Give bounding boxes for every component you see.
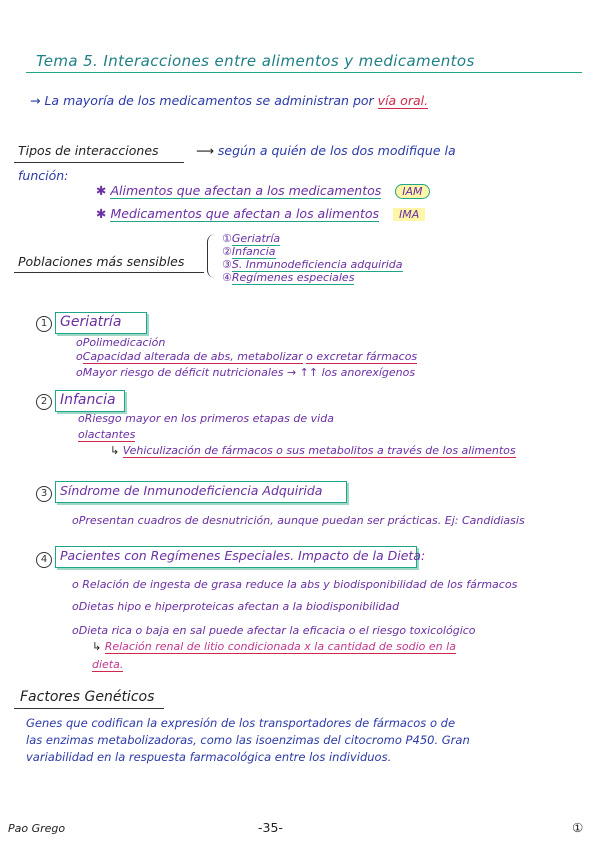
arrow-hook-icon: ↳ (92, 640, 102, 653)
arrow-hook-icon: ↳ (110, 444, 120, 457)
s1-bullet-2-text: Capacidad alterada de abs, metabolizar (82, 350, 303, 363)
poblaciones-underline (14, 272, 204, 273)
section-1-number: 1 (36, 316, 52, 332)
tag-ima: IMA (393, 208, 425, 221)
tipos-item-1 (96, 183, 430, 199)
arrow-right-icon: ⟶ (196, 143, 214, 158)
intro-arrow-icon: → (30, 93, 41, 108)
circle-2-icon: ② (222, 245, 232, 258)
circle-1-icon: ① (222, 232, 232, 245)
poblacion-4: ④Regímenes especiales (222, 271, 355, 284)
section-3-title: Síndrome de Inmunodeficiencia Adquirida (60, 483, 323, 498)
s1-bullet-1: oPolimedicación (76, 336, 166, 349)
factores-line-3: variabilidad en la respuesta farmacológica entre los individuos. (26, 750, 392, 764)
s4-arrow-text-2: dieta. (92, 658, 124, 671)
tipos-underline (14, 162, 184, 163)
footer-page-number: -35- (258, 820, 283, 835)
poblacion-3: ③S. Inmunodeficiencia adquirida (222, 258, 403, 271)
factores-title: Factores Genéticos (20, 689, 155, 705)
factores-underline (14, 708, 164, 709)
s1-bullet-2: oCapacidad alterada de abs, metabolizar o excretar fármacos (76, 350, 418, 363)
s2-arrow-text: Vehiculización de fármacos o sus metabolitos a través de los alimentos (122, 444, 516, 457)
poblaciones-list (222, 232, 403, 284)
intro-emphasis: vía oral. (377, 93, 429, 108)
s4-arrow-line (92, 640, 456, 653)
s1-bullet-1-text: Polimedicación (82, 336, 166, 349)
intro-sentence: La mayoría de los medicamentos se administran por (44, 93, 374, 108)
s4-bullet-2: oDietas hipo e hiperproteicas afectan a la biodisponibilidad (72, 600, 400, 613)
s1-bullet-3-text: Mayor riesgo de déficit nutricionales (82, 366, 284, 379)
s1-bullet-3: oMayor riesgo de déficit nutricionales → ↑↑ los anorexígenos (76, 366, 416, 379)
poblaciones-brace (207, 234, 216, 278)
factores-line-1: Genes que codifican la expresión de los transportadores de fármacos o de (26, 716, 456, 730)
section-1-title: Geriatría (60, 314, 122, 330)
tipos-item-2 (96, 206, 425, 221)
tag-iam: IAM (395, 184, 429, 199)
tipos-label: Tipos de interacciones (18, 143, 159, 158)
section-2-number: 2 (36, 394, 52, 410)
asterisk-icon: ✱ (96, 206, 107, 221)
tipos-item-1-text: Alimentos que afectan a los medicamentos (110, 183, 382, 198)
section-4-title: Pacientes con Regímenes Especiales. Impacto de la Dieta: (60, 548, 426, 563)
factores-line-2: las enzimas metabolizadoras, como las isoenzimas del citocromo P450. Gran (26, 733, 470, 747)
circle-3-icon: ③ (222, 258, 232, 271)
footer-circle-mark: ① (572, 820, 584, 835)
tipos-item-2-text: Medicamentos que afectan a los alimentos (110, 206, 380, 221)
s3-bullet-1: oPresentan cuadros de desnutrición, aunque puedan ser prácticas. Ej: Candidiasis (72, 514, 525, 527)
asterisk-icon: ✱ (96, 183, 107, 198)
intro-text (30, 93, 428, 108)
title-underline (26, 72, 582, 73)
section-3-number: 3 (36, 486, 52, 502)
poblacion-2: ②Infancia (222, 245, 276, 258)
s4-bullet-1: o Relación de ingesta de grasa reduce la abs y biodisponibilidad de los fármacos (72, 578, 518, 591)
footer-author: Pao Grego (8, 822, 66, 835)
s2-bullet-1: oRiesgo mayor en los primeros etapas de vida (78, 412, 334, 425)
poblacion-1: ①Geriatría (222, 232, 281, 245)
tipos-arrow-sentence: según a quién de los dos modifique la (217, 143, 456, 158)
circle-4-icon: ④ (222, 271, 232, 284)
s2-bullet-2: olactantes (78, 428, 136, 441)
section-4-number: 4 (36, 552, 52, 568)
page-title: Tema 5. Interacciones entre alimentos y medicamentos (36, 52, 475, 70)
s4-bullet-3: oDieta rica o baja en sal puede afectar la eficacia o el riesgo toxicológico (72, 624, 476, 637)
s2-arrow-line (110, 444, 516, 457)
poblaciones-label: Poblaciones más sensibles (18, 254, 185, 269)
s1-bullet-3-tail: → ↑↑ los anorexígenos (286, 366, 416, 379)
tipos-continuation: función: (18, 168, 69, 183)
section-2-title: Infancia (60, 392, 116, 408)
s1-bullet-2-tail: o excretar fármacos (306, 350, 418, 363)
tipos-arrow-text (196, 143, 456, 158)
s4-arrow-text-1: Relación renal de litio condicionada x la cantidad de sodio en la (104, 640, 456, 653)
